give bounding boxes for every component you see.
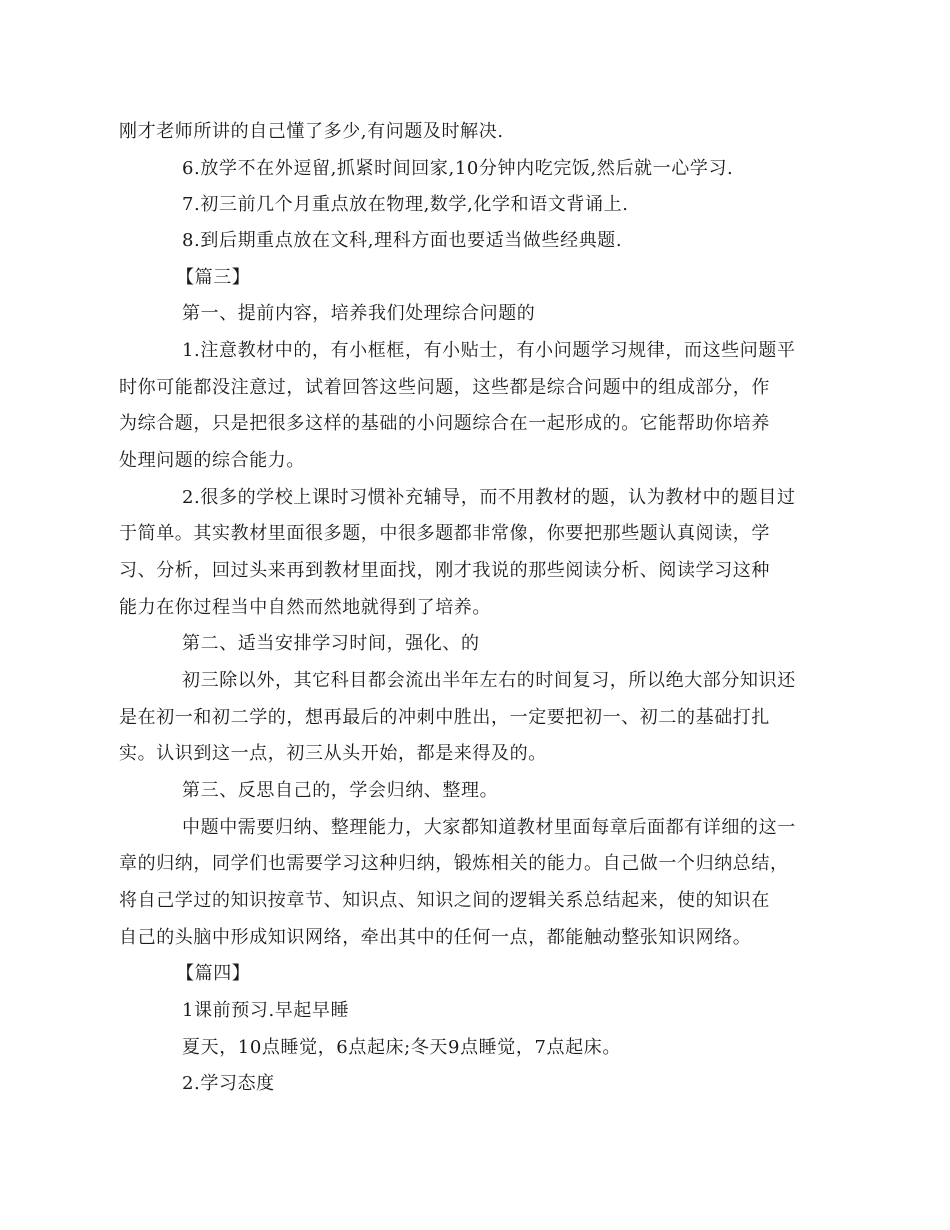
paragraph-line: 为综合题，只是把很多这样的基础的小问题综合在一起形成的。它能帮助你培养 (119, 413, 770, 434)
paragraph-line: 习、分析，回过头来再到教材里面找，刚才我说的那些阅读分析、阅读学习这种 (119, 560, 770, 581)
paragraph-line: 夏天，10点睡觉，6点起床;冬天9点睡觉，7点起床。 (182, 1037, 621, 1058)
paragraph-line: 初三除以外，其它科目都会流出半年左右的时间复习，所以绝大部分知识还 (182, 670, 796, 691)
paragraph-line: 是在初一和初二学的，想再最后的冲刺中胜出，一定要把初一、初二的基础打扎 (119, 707, 770, 728)
list-item-2: 2.学习态度 (182, 1073, 275, 1094)
list-item-7: 7.初三前几个月重点放在物理,数学,化学和语文背诵上. (182, 194, 629, 215)
list-item-1: 1课前预习.早起早睡 (182, 1000, 350, 1021)
subheading-1: 第一、提前内容，培养我们处理综合问题的 (182, 303, 536, 324)
section-heading-4: 【篇四】 (176, 963, 251, 984)
paragraph-line: 章的归纳，同学们也需要学习这种归纳，锻炼相关的能力。自己做一个归纳总结， (119, 853, 789, 874)
section-heading-3: 【篇三】 (176, 267, 251, 288)
paragraph-line: 实。认识到这一点，初三从头开始，都是来得及的。 (119, 743, 547, 764)
paragraph-line: 自己的头脑中形成知识网络，牵出其中的任何一点，都能触动整张知识网络。 (119, 927, 752, 948)
paragraph-line: 2.很多的学校上课时习惯补充辅导，而不用教材的题，认为教材中的题目过 (182, 487, 796, 508)
paragraph-line: 能力在你过程当中自然而然地就得到了培养。 (119, 597, 491, 618)
subheading-2: 第二、适当安排学习时间，强化、的 (182, 633, 480, 654)
list-item-6: 6.放学不在外逗留,抓紧时间回家,10分钟内吃完饭,然后就一心学习. (182, 158, 734, 179)
paragraph-line: 中题中需要归纳、整理能力，大家都知道教材里面每章后面都有详细的这一 (182, 817, 796, 838)
paragraph-line: 处理问题的综合能力。 (119, 450, 305, 471)
list-item-8: 8.到后期重点放在文科,理科方面也要适当做些经典题. (182, 230, 623, 251)
paragraph-line: 1.注意教材中的，有小框框，有小贴士，有小问题学习规律，而这些问题平 (182, 340, 796, 361)
text-line: 刚才老师所讲的自己懂了多少,有问题及时解决. (119, 121, 504, 142)
paragraph-line: 将自己学过的知识按章节、知识点、知识之间的逻辑关系总结起来，使的知识在 (119, 890, 770, 911)
paragraph-line: 时你可能都没注意过，试着回答这些问题，这些都是综合问题中的组成部分，作 (119, 377, 770, 398)
paragraph-line: 于简单。其实教材里面很多题，中很多题都非常像，你要把那些题认真阅读，学 (119, 523, 770, 544)
subheading-3: 第三、反思自己的，学会归纳、整理。 (182, 780, 499, 801)
